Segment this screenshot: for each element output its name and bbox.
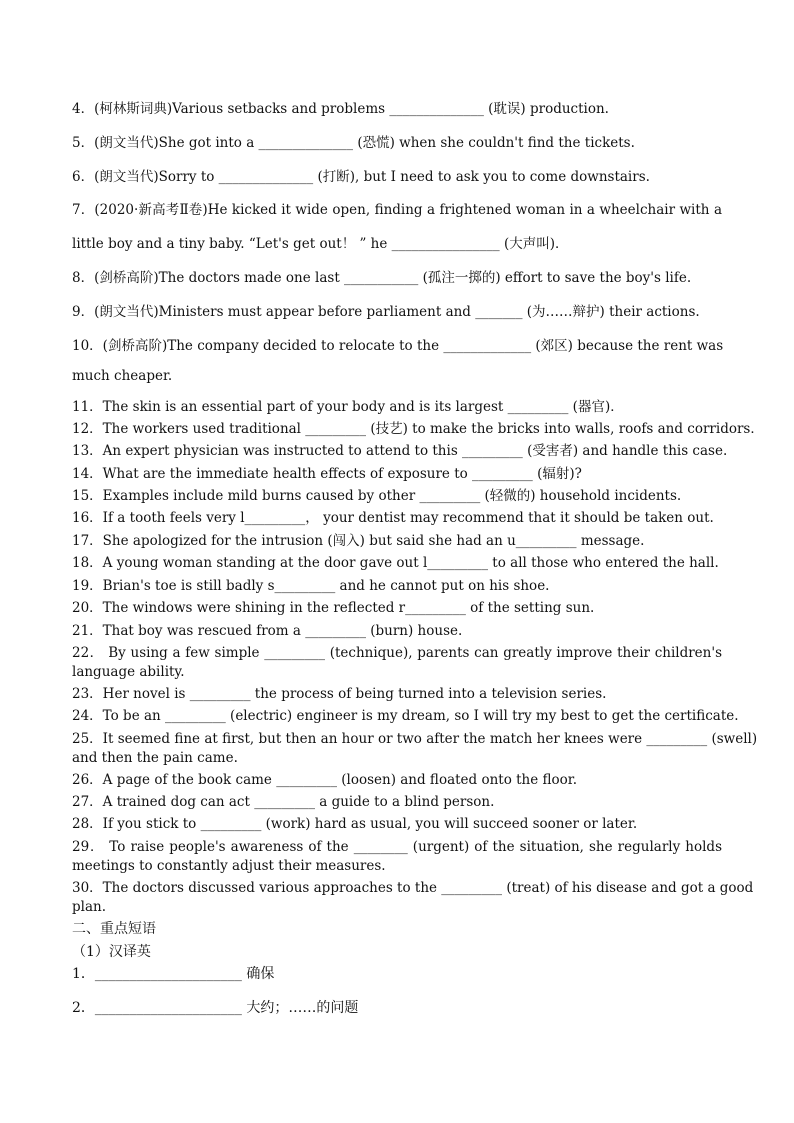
question-23: 23．Her novel is _________ the process of being turned into a television series. [72, 686, 607, 702]
question-10-line-2: much cheaper. [72, 368, 173, 384]
question-19: 19．Brian's toe is still badly s_________ and he cannot put on his shoe. [72, 578, 550, 594]
question-30-line-1: 30．The doctors discussed various approaches to the _________ (treat) of his disease and got a good [72, 880, 754, 896]
question-27: 27．A trained dog can act _________ a guide to a blind person. [72, 794, 495, 810]
question-25-line-1: 25．It seemed fine at first, but then an hour or two after the match her knees were _________ (swell) [72, 731, 758, 747]
question-25-line-2: and then the pain came. [72, 750, 238, 766]
question-13: 13．An expert physician was instructed to attend to this _________ (受害者) and handle this case. [72, 443, 728, 459]
phrase-1: 1．_____________________ 确保 [72, 966, 275, 982]
question-30-line-2: plan. [72, 899, 106, 915]
phrase-2: 2．_____________________ 大约；……的问题 [72, 1000, 359, 1016]
question-29-line-1: 29． To raise people's awareness of the ________ (urgent) of the situation, she regularly holds [72, 839, 722, 855]
question-16: 16．If a tooth feels very l_________， your dentist may recommend that it should be taken out. [72, 510, 714, 526]
question-7-line-2: little boy and a tiny baby. “Let's get out！ ” he ________________ (大声叫)． [72, 236, 569, 252]
question-14: 14．What are the immediate health effects of exposure to _________ (辐射)? [72, 466, 582, 482]
question-11: 11．The skin is an essential part of your body and is its largest _________ (器官)． [72, 399, 624, 415]
question-10-line-1: 10．(剑桥高阶)The company decided to relocate to the _____________ (郊区) because the rent was [72, 338, 724, 354]
question-5: 5．(朗文当代)She got into a ______________ (恐慌) when she couldn't find the tickets. [72, 135, 635, 151]
question-15: 15．Examples include mild burns caused by other _________ (轻微的) household incidents. [72, 488, 682, 504]
question-24: 24．To be an _________ (electric) engineer is my dream, so I will try my best to get the certificate. [72, 708, 739, 724]
question-4: 4．(柯林斯词典)Various setbacks and problems ______________ (耽误) production. [72, 101, 609, 117]
question-7-line-1: 7．(2020·新高考Ⅱ卷)He kicked it wide open, finding a frightened woman in a wheelchair with a [72, 202, 722, 218]
question-8: 8．(剑桥高阶)The doctors made one last ___________ (孤注一掷的) effort to save the boy's life. [72, 270, 692, 286]
question-28: 28．If you stick to _________ (work) hard as usual, you will succeed sooner or later. [72, 816, 638, 832]
question-20: 20．The windows were shining in the reflected r_________ of the setting sun. [72, 600, 595, 616]
question-26: 26．A page of the book came _________ (loosen) and floated onto the floor. [72, 772, 578, 788]
question-9: 9．(朗文当代)Ministers must appear before parliament and _______ (为……辩护) their actions. [72, 304, 700, 320]
question-17: 17．She apologized for the intrusion (闯入) but said she had an u_________ message. [72, 533, 645, 549]
question-22-line-2: language ability. [72, 664, 185, 680]
question-12: 12．The workers used traditional _________ (技艺) to make the bricks into walls, roofs and corridors． [72, 421, 764, 437]
question-6: 6．(朗文当代)Sorry to ______________ (打断), but I need to ask you to come downstairs. [72, 169, 650, 185]
question-21: 21．That boy was rescued from a _________ (burn) house. [72, 623, 463, 639]
section-title: 二、重点短语 [72, 921, 156, 937]
question-22-line-1: 22． By using a few simple _________ (technique), parents can greatly improve their children's [72, 645, 722, 661]
subsection-title: （1）汉译英 [72, 944, 151, 960]
question-18: 18．A young woman standing at the door gave out l_________ to all those who entered the hall. [72, 555, 719, 571]
question-29-line-2: meetings to constantly adjust their measures. [72, 858, 386, 874]
